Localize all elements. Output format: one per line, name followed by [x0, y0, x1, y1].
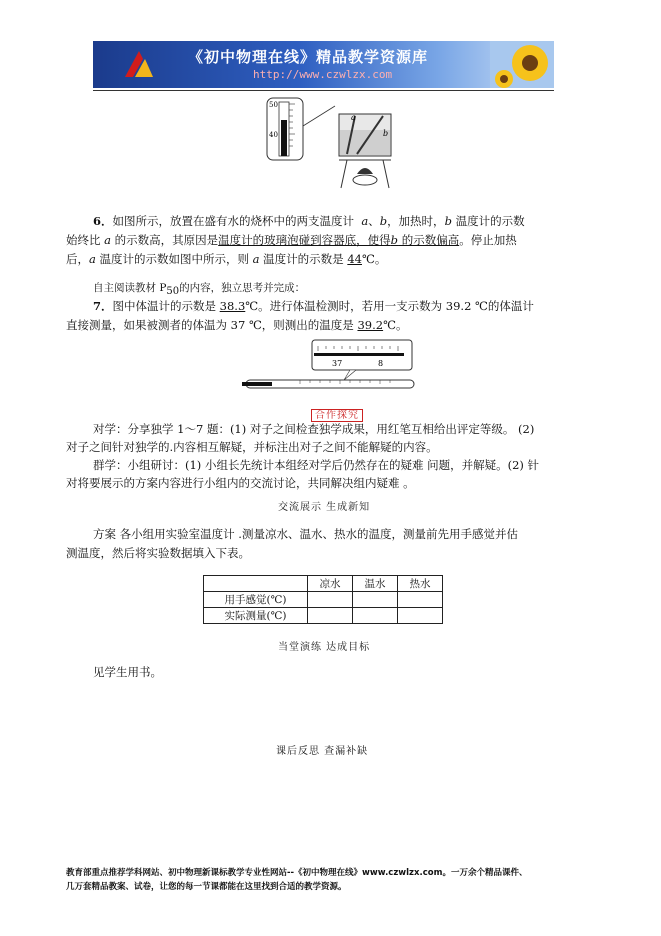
banner-url[interactable]: http://www.czwlzx.com [253, 68, 393, 81]
coop-line4: 对将要展示的方案内容进行小组内的交流讨论，共同解决组内疑难 。 [66, 476, 415, 490]
q7-line1: 7．图中体温计的示数是 38.3℃。进行体温检测时，若用一支示数为 39.2 ℃的体温计 [93, 299, 534, 313]
section-exchange: 交流展示 生成新知 [278, 502, 371, 513]
banner-title: 《初中物理在线》精品教学资源库 [188, 48, 429, 66]
answer-38-3: 38.3 [219, 299, 246, 313]
figure-clinical-thermometer [240, 338, 420, 396]
table-cell[interactable] [398, 608, 443, 624]
table-row [204, 592, 443, 608]
header-banner [93, 41, 554, 88]
coop-line1: 对学：分享独学 1～7 题：(1) 对子之间检查独学成果，用红笔互相给出评定等级。 (2) [93, 422, 535, 436]
reading-note: 自主阅读教材 $P_{50}$的内容，独立思考并完成： [93, 282, 306, 298]
table-cell[interactable] [353, 592, 398, 608]
table-cell: 实际测量(℃) [204, 608, 308, 624]
table-cell[interactable] [308, 592, 353, 608]
label-a: a [351, 113, 356, 122]
coop-line2: 对子之间针对独学的.内容相互解疑，并标注出对子之间不能解疑的内容。 [66, 440, 438, 454]
coop-line3: 群学：小组研讨：(1) 小组长先统计本组经对学后仍然存在的疑难 问题，并解疑。(2) 针 [93, 458, 540, 472]
coop-badge: 合作探究 [311, 403, 363, 422]
table-cell[interactable] [353, 608, 398, 624]
q6-line2: 始终比 a 的示数高，其原因是温度计的玻璃泡碰到容器底，使得b 的示数偏高。停止加热 [66, 233, 517, 247]
tick-50: 50 [269, 101, 278, 109]
label-b: b [383, 129, 389, 138]
plan-line2: 测温度，然后将实验数据填入下表。 [66, 546, 250, 560]
table-header: 凉水 [308, 576, 353, 592]
logo-icon [121, 47, 157, 83]
tick-8: 8 [378, 359, 384, 368]
tick-37: 37 [332, 359, 343, 368]
footer-line1: 教育部重点推荐学科网站、初中物理新课标教学专业性网站--《初中物理在线》www.czwlzx.com。一万余个精品课件、 [66, 868, 528, 878]
sunflower-icon [490, 41, 554, 88]
table-cell[interactable] [308, 608, 353, 624]
table-header: 热水 [398, 576, 443, 592]
table-cell: 用手感觉(℃) [204, 592, 308, 608]
table-header-row [204, 576, 443, 592]
figure-beaker-thermometers [265, 96, 405, 206]
table-header: 温水 [353, 576, 398, 592]
answer-reason: 温度计的玻璃泡碰到容器底 [218, 233, 357, 247]
table-header [204, 576, 308, 592]
section-reflection: 课后反思 查漏补缺 [276, 746, 369, 757]
footer-line2: 几万套精品教案、试卷，让您的每一节课都能在这里找到合适的教学资源。 [66, 882, 347, 892]
see-student-book: 见学生用书。 [93, 665, 162, 679]
table-row [204, 608, 443, 624]
q6-line3: 后，a 温度计的示数如图中所示，则 a 温度计的示数是 44℃。 [66, 252, 387, 266]
answer-44: 44 [347, 252, 362, 266]
answer-39-2: 39.2 [357, 318, 384, 332]
q6-line1: 6．如图所示，放置在盛有水的烧杯中的两支温度计 a、b，加热时，b 温度计的示数 [93, 214, 525, 228]
table-cell[interactable] [398, 592, 443, 608]
data-table [203, 575, 443, 624]
plan-line1: 方案 各小组用实验室温度计 .测量凉水、温水、热水的温度，测量前先用手感觉并估 [93, 527, 518, 541]
header-rule [93, 90, 554, 91]
q7-line2: 直接测量，如果被测者的体温为 37 ℃，则测出的温度是 39.2℃。 [66, 318, 408, 332]
tick-40: 40 [269, 131, 278, 139]
section-practice: 当堂演练 达成目标 [278, 642, 371, 653]
